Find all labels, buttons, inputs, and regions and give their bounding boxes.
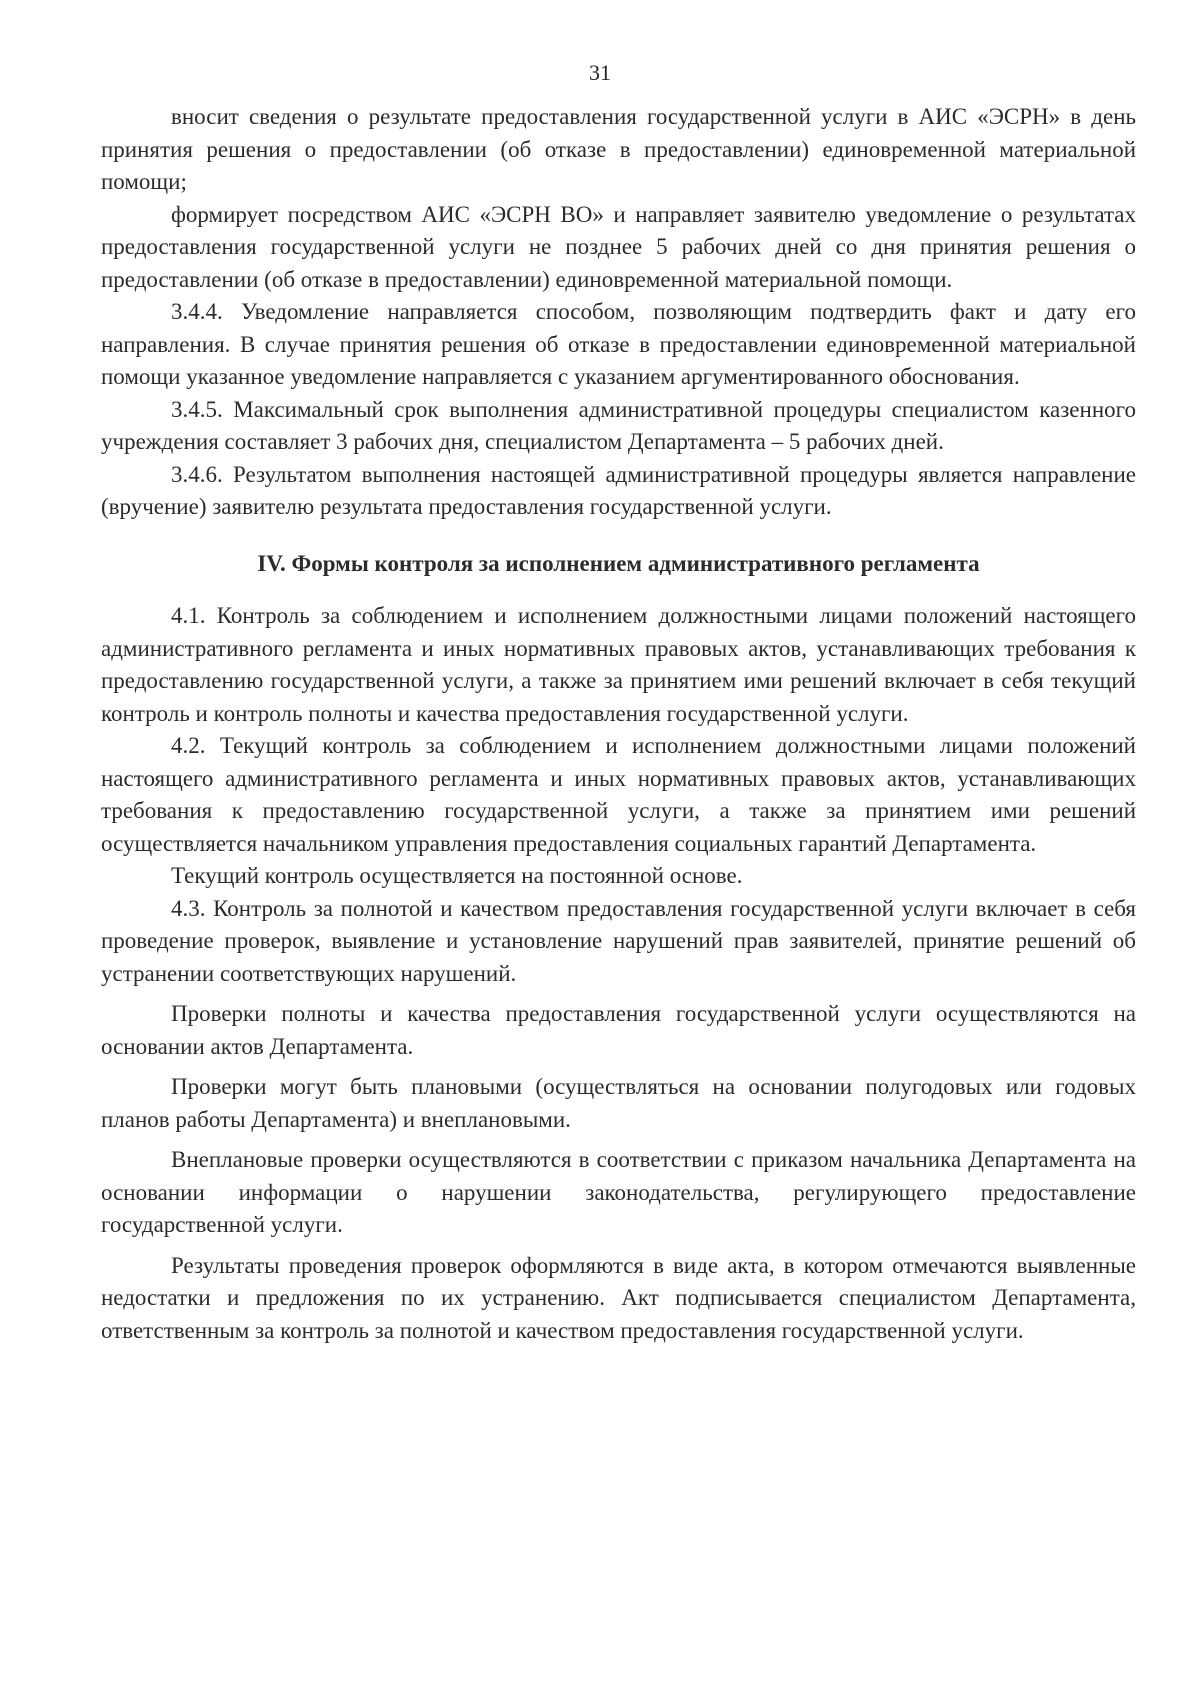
document-body bbox=[101, 101, 1136, 1347]
paragraph-3-4-6: 3.4.6. Результатом выполнения настоящей административной процедуры является направление (вручение) заявителю результата предоставления государственной услуги. bbox=[101, 461, 1136, 519]
section-heading-iv: IV. Формы контроля за исполнением административного регламента bbox=[257, 550, 980, 576]
paragraph-4-1: 4.1. Контроль за соблюдением и исполнением должностными лицами положений настоящего административного регламента и иных нормативных правовых актов, устанавливающих требования к предоставлению государственной услуги, а также за принятием ими решений включает в себя текущий контроль и контроль полноты и качества предоставления государственной услуги. bbox=[101, 603, 1136, 726]
paragraph-inspections-basis: Проверки полноты и качества предоставления государственной услуги осуществляются на основании актов Департамента. bbox=[101, 1001, 1136, 1059]
paragraph-4-2: 4.2. Текущий контроль за соблюдением и исполнением должностными лицами положений настоящего административного регламента и иных нормативных правовых актов, устанавливающих требования к предоставлению государственной услуги, а также за принятием ими решений осуществляется начальником управления предоставления социальных гарантий Департамента. bbox=[101, 733, 1136, 856]
paragraph-current-control: Текущий контроль осуществляется на постоянной основе. bbox=[171, 863, 743, 888]
paragraph-inspections-types: Проверки могут быть плановыми (осуществляться на основании полугодовых или годовых планов работы Департамента) и внеплановыми. bbox=[101, 1074, 1136, 1132]
paragraph-4-3: 4.3. Контроль за полнотой и качеством предоставления государственной услуги включает в себя проведение проверок, выявление и установление нарушений прав заявителей, принятие решений об устранении соответствующих нарушений. bbox=[101, 895, 1136, 986]
page-number: 31 bbox=[589, 60, 611, 85]
paragraph-3-4-4: 3.4.4. Уведомление направляется способом, позволяющим подтвердить факт и дату его направления. В случае принятия решения об отказе в предоставлении единовременной материальной помощи указанное уведомление направляется с указанием аргументированного обоснования. bbox=[101, 299, 1136, 389]
paragraph-notification-form: формирует посредством АИС «ЭСРН ВО» и направляет заявителю уведомление о результатах предоставления государственной услуги не позднее 5 рабочих дней со дня принятия решения о предоставлении (об отказе в предоставлении) единовременной материальной помощи. bbox=[101, 201, 1136, 292]
paragraph-3-4-5: 3.4.5. Максимальный срок выполнения административной процедуры специалистом казенного учреждения составляет 3 рабочих дня, специалистом Департамента – 5 рабочих дней. bbox=[101, 396, 1136, 454]
paragraph-ais-esrn-record: вносит сведения о результате предоставления государственной услуги в АИС «ЭСРН» в день принятия решения о предоставлении (об отказе в предоставлении) единовременной материальной помощи; bbox=[101, 104, 1136, 194]
paragraph-inspection-results: Результаты проведения проверок оформляются в виде акта, в котором отмечаются выявленные недостатки и предложения по их устранению. Акт подписывается специалистом Департамента, ответственным за контроль за полнотой и качеством предоставления государственной услуги. bbox=[101, 1252, 1136, 1343]
paragraph-unscheduled-inspections: Внеплановые проверки осуществляются в соответствии с приказом начальника Департамента на основании информации о нарушении законодательства, регулирующего предоставление государственной услуги. bbox=[101, 1147, 1136, 1237]
